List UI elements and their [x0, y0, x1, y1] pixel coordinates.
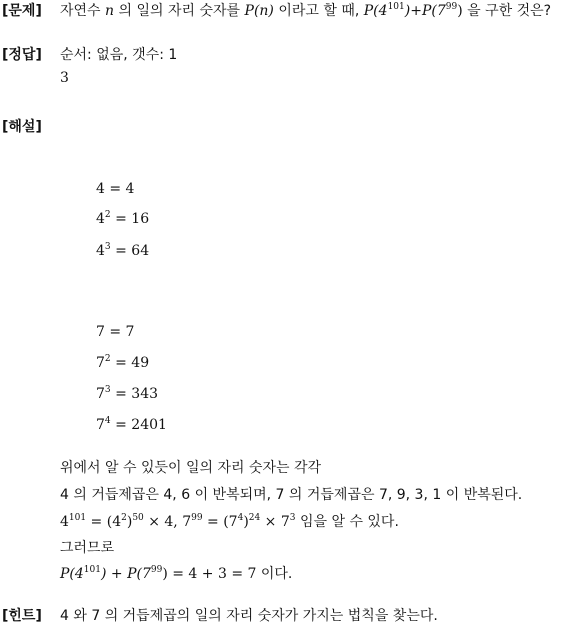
problem-text-3: 이라고 할 때, — [273, 3, 364, 19]
answer-value: 3 — [60, 70, 69, 86]
answer-meta: 순서: 없음, 갯수: 1 — [60, 47, 178, 63]
explanation-tag: [해설] — [2, 119, 42, 135]
expr-c: ) — [457, 3, 463, 19]
func-arg: (n) — [253, 3, 274, 19]
hint-text: 4 와 7 의 거듭제곱의 일의 자리 숫자가 가지는 법칙을 찾는다. — [60, 608, 438, 624]
explanation-line-5: $P(4^{101}) + P(7^{99}) = 4 + 3 = 7$ 이다. — [60, 565, 293, 582]
problem-text-4: 을 구한 것은? — [462, 3, 552, 19]
explanation-line-4: 그러므로 — [60, 540, 115, 556]
explanation-line-3: $4^{101} = (4^2)^{50} \times 4$, $7^{99} = (7^4)^{24} \times 7^3$ 임을 알 수 있다. — [60, 513, 399, 530]
func-p: P — [244, 3, 254, 19]
explanation-line-2: 4 의 거듭제곱은 4, 6 이 반복되며, 7 의 거듭제곱은 7, 9, 3, 1 이 반복된다. — [60, 487, 523, 503]
power-7-4: $7^4 = 2401$ — [96, 416, 167, 433]
power-7-2: $7^2 = 49$ — [96, 354, 150, 371]
problem-text — [60, 0, 551, 20]
problem-tag: [문제] — [2, 3, 42, 19]
power-7-1: 7 = 7 — [96, 324, 135, 340]
power-4-2: $4^2 = 16$ — [96, 210, 150, 227]
power-7-3: $7^3 = 343$ — [96, 385, 159, 402]
expr-a: P(4 — [363, 3, 388, 19]
power-4-1: 4 = 4 — [96, 181, 135, 197]
exp-a: 101 — [387, 2, 405, 12]
hint-tag: [힌트] — [2, 608, 42, 624]
problem-text-2: 의 일의 자리 숫자를 — [114, 3, 245, 19]
var-n: n — [105, 3, 115, 19]
expr-b: )+P(7 — [404, 3, 446, 19]
power-4-3: $4^3 = 64$ — [96, 242, 150, 259]
problem-text-1: 자연수 — [60, 3, 106, 19]
answer-tag: [정답] — [2, 47, 42, 63]
explanation-line-1: 위에서 알 수 있듯이 일의 자리 숫자는 각각 — [60, 460, 322, 476]
exp-b: 99 — [445, 2, 458, 12]
